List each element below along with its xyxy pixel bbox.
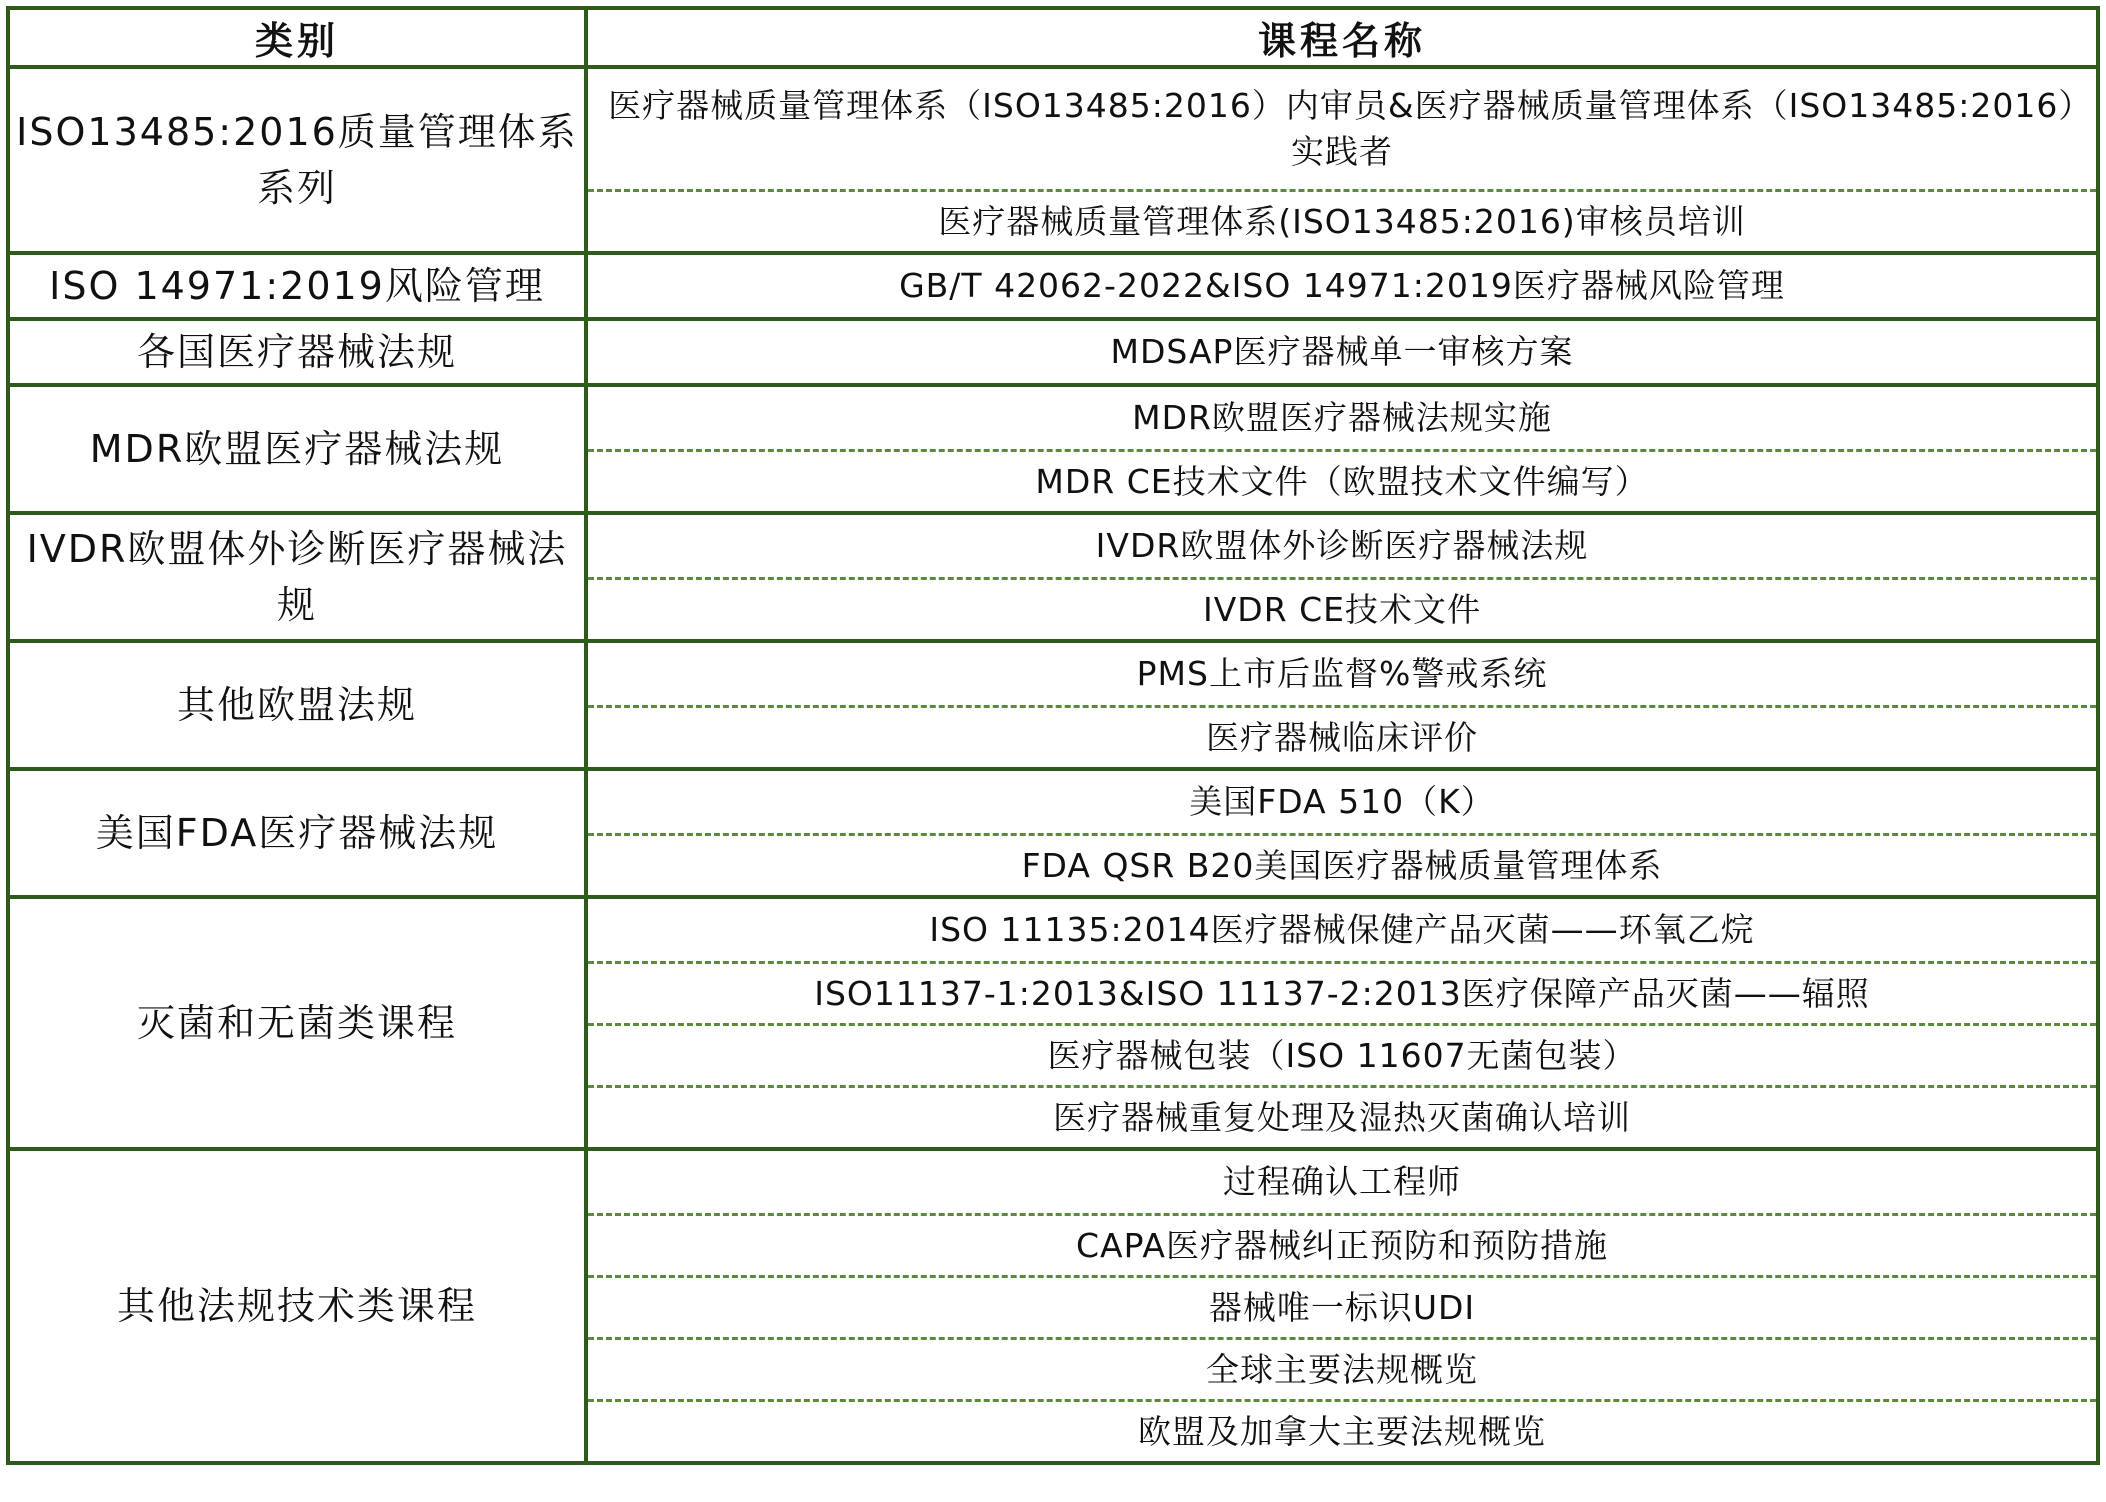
course-item: ISO11137-1:2013&ISO 11137-2:2013医疗保障产品灭菌——辐照 xyxy=(588,961,2096,1023)
course-item: PMS上市后监督%警戒系统 xyxy=(1136,654,1548,693)
category-cell: 其他欧盟法规 xyxy=(8,641,586,769)
course-item: FDA QSR B20美国医疗器械质量管理体系 xyxy=(588,833,2096,895)
course-item: 医疗器械质量管理体系（ISO13485:2016）内审员&医疗器械质量管理体系（ISO13485:2016）实践者 xyxy=(608,86,2076,171)
table-row xyxy=(8,897,2098,1149)
course-item: IVDR CE技术文件 xyxy=(588,577,2096,639)
table-row xyxy=(8,769,2098,897)
course-cell xyxy=(586,385,2098,513)
course-cell xyxy=(586,67,2098,253)
course-item: 医疗器械临床评价 xyxy=(588,705,2096,767)
table-row xyxy=(8,641,2098,769)
course-item: ISO 11135:2014医疗器械保健产品灭菌——环氧乙烷 xyxy=(929,910,1755,949)
category-cell: ISO 14971:2019风险管理 xyxy=(8,253,586,319)
category-cell: 其他法规技术类课程 xyxy=(8,1149,586,1463)
course-item: MDR CE技术文件（欧盟技术文件编写） xyxy=(588,449,2096,511)
course-item: CAPA医疗器械纠正预防和预防措施 xyxy=(588,1213,2096,1275)
course-cell xyxy=(586,897,2098,1149)
category-cell: 灭菌和无菌类课程 xyxy=(8,897,586,1149)
table-row xyxy=(8,67,2098,253)
course-item: 全球主要法规概览 xyxy=(588,1337,2096,1399)
header-category: 类别 xyxy=(8,8,586,67)
course-table xyxy=(6,6,2100,1465)
course-item: 医疗器械质量管理体系(ISO13485:2016)审核员培训 xyxy=(588,189,2096,251)
category-cell: ISO13485:2016质量管理体系系列 xyxy=(8,67,586,253)
category-cell: MDR欧盟医疗器械法规 xyxy=(8,385,586,513)
course-item: GB/T 42062-2022&ISO 14971:2019医疗器械风险管理 xyxy=(899,266,1785,305)
course-cell xyxy=(586,319,2098,385)
course-item: 器械唯一标识UDI xyxy=(588,1275,2096,1337)
course-item: 欧盟及加拿大主要法规概览 xyxy=(588,1399,2096,1461)
course-cell xyxy=(586,253,2098,319)
category-cell: 美国FDA医疗器械法规 xyxy=(8,769,586,897)
course-cell xyxy=(586,641,2098,769)
course-item: MDSAP医疗器械单一审核方案 xyxy=(1110,332,1574,371)
header-row xyxy=(8,8,2098,67)
header-course-name: 课程名称 xyxy=(586,8,2098,67)
table-row xyxy=(8,513,2098,641)
table-row xyxy=(8,1149,2098,1463)
course-cell xyxy=(586,513,2098,641)
course-item: 美国FDA 510（K） xyxy=(1189,782,1495,821)
course-item: 医疗器械重复处理及湿热灭菌确认培训 xyxy=(588,1085,2096,1147)
table-row xyxy=(8,385,2098,513)
course-cell xyxy=(586,1149,2098,1463)
course-item: 过程确认工程师 xyxy=(1223,1162,1461,1201)
course-item: MDR欧盟医疗器械法规实施 xyxy=(1132,398,1552,437)
table-row xyxy=(8,253,2098,319)
category-cell: IVDR欧盟体外诊断医疗器械法规 xyxy=(8,513,586,641)
course-cell xyxy=(586,769,2098,897)
course-item: IVDR欧盟体外诊断医疗器械法规 xyxy=(1095,526,1589,565)
course-item: 医疗器械包装（ISO 11607无菌包装） xyxy=(588,1023,2096,1085)
category-cell: 各国医疗器械法规 xyxy=(8,319,586,385)
table-row xyxy=(8,319,2098,385)
